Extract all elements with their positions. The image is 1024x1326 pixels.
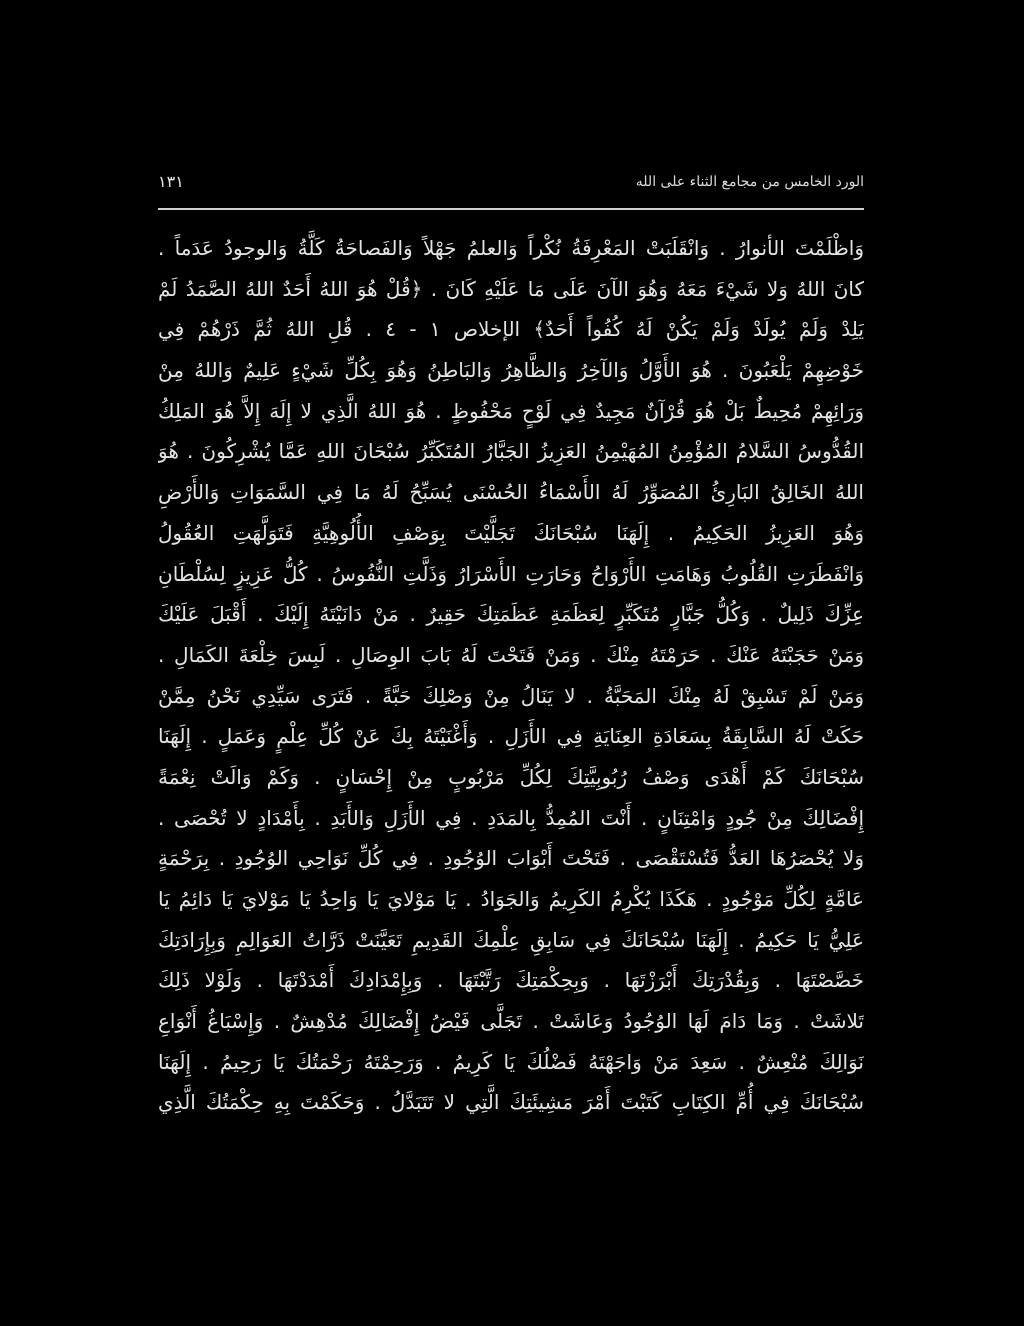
text-line: وَهُوَ العَزِيزُ الحَكِيمُ . إِلَهَنَا سُبْحَانَكَ تَجَلَّيْتَ بِوَصْفِ الأُلُوهِيَّةِ فَتَوَلَّهَتِ العُقُولُ: [158, 520, 864, 545]
running-title: الورد الخامس من مجامع الثناء على الله: [635, 174, 864, 190]
header-rule: [158, 208, 864, 210]
text-line: اللهُ الخَالِقُ البَارِئُ المُصَوِّرُ لَهُ الأَسْمَاءُ الحُسْنَى يُسَبِّحُ لَهُ مَا فِي السَّمَوَاتِ وَالأَرْضِ: [158, 480, 864, 505]
text-line: خَصَّصْتَهَا . وَبِقُدْرَتِكَ أَبْرَزْتَهَا . وَبِحِكْمَتِكَ رَتَّبْتَهَا . وَبِإِمْدَادِكَ أَمْدَدْتَهَا . وَلَوْلا ذَلِكَ: [158, 968, 864, 993]
text-line: عَلِيُّ يَا حَكِيمُ . إِلَهَنَا سُبْحَانَكَ فِي سَابِقِ عِلْمِكَ القَدِيمِ تَعَيَّنَتْ ذَرَّاتُ العَوَالِمِ وَبِإِرَادَتِكَ: [158, 927, 864, 952]
text-line: وَمَنْ لَمْ تَسْبِقْ لَهُ مِنْكَ المَحَبَّةُ . لا يَنَالُ مِنْ وَصْلِكَ حَبَّةً . فَتَرَى سَيِّدِي نَحْنُ مِمَّنْ: [158, 683, 864, 708]
text-line: حَكَتْ لَهُ السَّابِقَةُ بِسَعَادَةِ العِنَايَةِ فِي الأَزَلِ . وَأَغْنَيْتَهُ بِكَ عَنْ كُلِّ عِلْمٍ وَعَمَلٍ . إِلَهَنَا: [158, 724, 864, 749]
text-line: القُدُّوسُ السَّلامُ المُؤْمِنُ المُهَيْمِنُ العَزِيزُ الجَبَّارُ المُتَكَبِّرُ سُبْحَانَ اللهِ عَمَّا يُشْرِكُونَ . هُوَ: [158, 439, 864, 464]
text-line: سُبْحَانَكَ كَمْ أَهْدَى وَصْفُ رُبُوبِيَّتِكَ لِكُلِّ مَرْبُوبٍ مِنْ إِحْسَانٍ . وَكَمْ وَالَتْ نِعْمَةً: [158, 764, 864, 789]
text-line: وَلا يُحْصَرُهَا العَدُّ فَتُسْتَقْصَى . فَتَحْتَ أَبْوَابَ الوُجُودِ . فِي كُلِّ نَوَاحِي الوُجُودِ . بِرَحْمَةٍ: [158, 846, 864, 871]
text-line: إِفْضَالِكَ مِنْ جُودٍ وَامْتِنَانٍ . أَنْتَ المُمِدُّ بِالمَدَدِ . فِي الأَزَلِ وَالأَبَدِ . بِأَمْدَادٍ لا تُحْصَى .: [158, 805, 864, 830]
text-line: عِزِّكَ ذَلِيلٌ . وَكُلُّ جَبَّارٍ مُتَكَبِّرٍ لِعَظَمَةِ عَظَمَتِكَ حَقِيرٌ . مَنْ دَانَيْتَهُ إِلَيْكَ . أَقْبَلَ عَلَيْكَ: [158, 602, 864, 627]
text-line: وَانْفَطَرَتِ القُلُوبُ وَهَامَتِ الأَرْوَاحُ وَحَارَتِ الأَسْرَارُ وَذَلَّتِ النُّفُوسُ . كُلُّ عَزِيزٍ لِسُلْطَانِ: [158, 561, 864, 586]
text-line: سُبْحَانَكَ فِي أُمِّ الكِتَابِ كَتَبْتَ أَمْرَ مَشِيئَتِكَ الَّتِي لا تَتَبَدَّلُ . وَحَكَمْتَ بِهِ حِكْمَتُكَ الَّذِي: [158, 1090, 864, 1115]
text-line: يَلِدْ وَلَمْ يُولَدْ وَلَمْ يَكُنْ لَهُ كُفُواً أَحَدٌ﴾ الإخلاص ١ - ٤ . قُلِ اللهُ ثُمَّ ذَرْهُمْ فِي: [158, 317, 864, 342]
body-text: [158, 228, 864, 1123]
text-line: نَوَالِكَ مُنْعِشٌ . سَعِدَ مَنْ وَاجَهْتَهُ فَضْلُكَ يَا كَرِيمُ . وَرَحِمْتَهُ رَحْمَتُكَ يَا رَحِيمُ . إِلَهَنَا: [158, 1049, 864, 1074]
text-line: وَمَنْ حَجَبْتَهُ عَنْكَ . حَرَمْتَهُ مِنْكَ . وَمَنْ فَتَحْتَ لَهُ بَابَ الوِصَالِ . لَبِسَ خِلْعَةَ الكَمَالِ .: [158, 642, 864, 667]
page-header: [158, 170, 864, 204]
text-line: عَامَّةٍ لِكُلِّ مَوْجُودٍ . هَكَذَا يُكْرِمُ الكَرِيمُ وَالجَوَادُ . يَا مَوْلايَ يَا وَاحِدُ يَا مَوْلايَ يَا دَائِمُ يَا: [158, 887, 864, 911]
page-number: ١٣١: [158, 172, 184, 191]
text-line: تَلاشَتْ . وَمَا دَامَ لَهَا الوُجُودُ وَعَاشَتْ . تَجَلَّى فَيْضُ إِفْضَالِكَ مُدْهِشٌ . وَإِسْبَاغُ أَنْوَاعِ: [158, 1009, 864, 1034]
text-line: وَرَائِهِمْ مُحِيطٌ بَلْ هُوَ قُرْآنٌ مَجِيدٌ فِي لَوْحٍ مَحْفُوظٍ . هُوَ اللهُ الَّذِي لا إِلَهَ إِلاَّ هُوَ المَلِكُ: [158, 398, 864, 423]
text-line: كانَ اللهُ وَلا شَيْءَ مَعَهُ وَهُوَ الآنَ عَلَى مَا عَلَيْهِ كَانَ . ﴿قُلْ هُوَ اللهُ أَحَدٌ اللهُ الصَّمَدُ لَمْ: [158, 276, 864, 301]
text-line: وَاظْلَمْتَ الأنوارُ . وَانْقَلَبَتْ المَعْرِفَةُ نُكْراً وَالعلمُ جَهْلاً وَالفَصاحَةُ كَلَّةُ وَالوجودُ عَدَماً .: [158, 236, 864, 260]
text-line: خَوْضِهِمْ يَلْعَبُونَ . هُوَ الأَوَّلُ وَالآخِرُ وَالظَّاهِرُ وَالبَاطِنُ وَهُوَ بِكُلِّ شَيْءٍ عَلِيمٌ وَاللهُ مِنْ: [158, 358, 864, 383]
